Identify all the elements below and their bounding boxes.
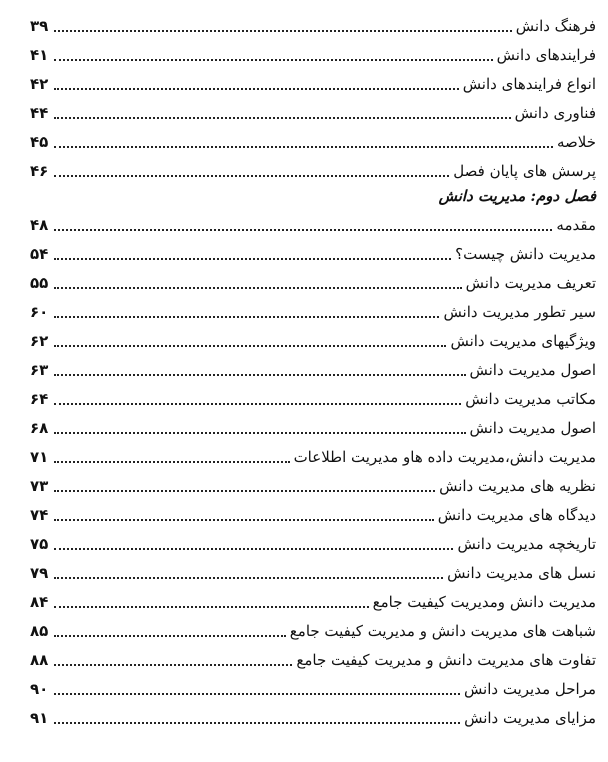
toc-entry-title: خلاصه — [556, 133, 596, 151]
dot-leader — [54, 693, 460, 695]
toc-entry[interactable] — [30, 263, 596, 292]
dot-leader — [54, 59, 493, 61]
toc-entry-title: تفاوت های مدیریت دانش و مدیریت کیفیت جامع — [296, 651, 596, 669]
toc-entry-title: فرهنگ دانش — [515, 17, 596, 35]
chapter-heading: فصل دوم: مدیریت دانش — [438, 187, 596, 205]
toc-entry-page: ۹۰ — [30, 680, 49, 698]
toc-entry[interactable] — [30, 64, 596, 93]
dot-leader — [54, 490, 435, 492]
toc-entry-title: مراحل مدیریت دانش — [463, 680, 596, 698]
toc-entry[interactable] — [30, 35, 596, 64]
toc-entry-title: تاریخچه مدیریت دانش — [457, 535, 596, 553]
toc-entry[interactable] — [30, 6, 596, 35]
dot-leader — [54, 577, 443, 579]
dot-leader — [54, 461, 290, 463]
toc-entry[interactable] — [30, 582, 596, 611]
toc-entry[interactable] — [30, 408, 596, 437]
toc-entry-title: فناوری دانش — [514, 104, 596, 122]
dot-leader — [54, 258, 451, 260]
dot-leader — [54, 88, 459, 90]
toc-entry-page: ۴۱ — [30, 46, 49, 64]
dot-leader — [54, 229, 552, 231]
toc-entry-page: ۶۳ — [30, 361, 49, 379]
dot-leader — [54, 548, 453, 550]
toc-entry-title: پرسش های پایان فصل — [453, 162, 596, 180]
toc-entry-page: ۴۲ — [30, 75, 49, 93]
dot-leader — [54, 316, 439, 318]
toc-entry[interactable] — [30, 379, 596, 408]
toc-entry-page: ۴۴ — [30, 104, 49, 122]
toc-entry[interactable] — [30, 495, 596, 524]
toc-entry-page: ۸۸ — [30, 651, 49, 669]
dot-leader — [54, 175, 449, 177]
toc-entry-page: ۴۶ — [30, 162, 49, 180]
chapter-heading-row[interactable] — [30, 180, 596, 205]
toc-entry[interactable] — [30, 669, 596, 698]
dot-leader — [54, 722, 460, 724]
toc-entry[interactable] — [30, 93, 596, 122]
toc-entry[interactable] — [30, 466, 596, 495]
dot-leader — [54, 403, 461, 405]
toc-entry-title: مدیریت دانش چیست؟ — [455, 245, 596, 263]
toc-entry-page: ۷۹ — [30, 564, 49, 582]
toc-entry-title: سیر تطور مدیریت دانش — [443, 303, 596, 321]
toc-entry-page: ۳۹ — [30, 17, 49, 35]
toc-entry-page: ۶۲ — [30, 332, 49, 350]
toc-entry-title: نسل های مدیریت دانش — [447, 564, 596, 582]
toc-entry[interactable] — [30, 122, 596, 151]
toc-entry-title: مکاتب مدیریت دانش — [465, 390, 596, 408]
toc-entry-title: نظریه های مدیریت دانش — [439, 477, 596, 495]
toc-entry[interactable] — [30, 437, 596, 466]
toc-entry-page: ۶۰ — [30, 303, 49, 321]
toc-entry-title: مقدمه — [556, 216, 596, 234]
toc-entry[interactable] — [30, 151, 596, 180]
table-of-contents — [30, 6, 596, 727]
toc-entry-page: ۸۵ — [30, 622, 49, 640]
toc-entry-title: شباهت های مدیریت دانش و مدیریت کیفیت جامع — [289, 622, 596, 640]
toc-entry-page: ۶۴ — [30, 390, 49, 408]
toc-entry-page: ۵۵ — [30, 274, 49, 292]
toc-entry-title: انواع فرایندهای دانش — [462, 75, 596, 93]
toc-entry[interactable] — [30, 205, 596, 234]
toc-entry-page: ۹۱ — [30, 709, 49, 727]
toc-entry-page: ۷۱ — [30, 448, 49, 466]
toc-entry[interactable] — [30, 524, 596, 553]
dot-leader — [54, 345, 446, 347]
toc-entry-title: ویژگیهای مدیریت دانش — [450, 332, 596, 350]
toc-entry-page: ۵۴ — [30, 245, 49, 263]
toc-entry-title: مدیریت دانش ومدیریت کیفیت جامع — [372, 593, 596, 611]
dot-leader — [54, 374, 466, 376]
dot-leader — [54, 432, 466, 434]
dot-leader — [54, 30, 512, 32]
dot-leader — [54, 287, 462, 289]
toc-entry[interactable] — [30, 553, 596, 582]
dot-leader — [54, 146, 553, 148]
dot-leader — [54, 635, 286, 637]
toc-entry-page: ۴۸ — [30, 216, 49, 234]
toc-entry[interactable] — [30, 234, 596, 263]
toc-entry[interactable] — [30, 640, 596, 669]
toc-entry-page: ۴۵ — [30, 133, 49, 151]
toc-entry-page: ۷۴ — [30, 506, 49, 524]
toc-entry-page: ۷۵ — [30, 535, 49, 553]
toc-entry-title: دیدگاه های مدیریت دانش — [437, 506, 596, 524]
dot-leader — [54, 519, 434, 521]
toc-entry-title: مدیریت دانش،مدیریت داده هاو مدیریت اطلاعات — [293, 448, 596, 466]
toc-entry-title: فرایندهای دانش — [496, 46, 596, 64]
toc-entry-title: اصول مدیریت دانش — [469, 361, 596, 379]
toc-entry-page: ۷۳ — [30, 477, 49, 495]
dot-leader — [54, 664, 292, 666]
toc-entry-page: ۶۸ — [30, 419, 49, 437]
toc-entry-title: تعریف مدیریت دانش — [465, 274, 596, 292]
dot-leader — [54, 117, 511, 119]
toc-entry[interactable] — [30, 611, 596, 640]
toc-entry[interactable] — [30, 350, 596, 379]
toc-entry[interactable] — [30, 698, 596, 727]
toc-entry-title: اصول مدیریت دانش — [469, 419, 596, 437]
toc-entry-title: مزایای مدیریت دانش — [464, 709, 596, 727]
dot-leader — [54, 606, 369, 608]
toc-entry[interactable] — [30, 321, 596, 350]
toc-entry[interactable] — [30, 292, 596, 321]
toc-entry-page: ۸۴ — [30, 593, 49, 611]
